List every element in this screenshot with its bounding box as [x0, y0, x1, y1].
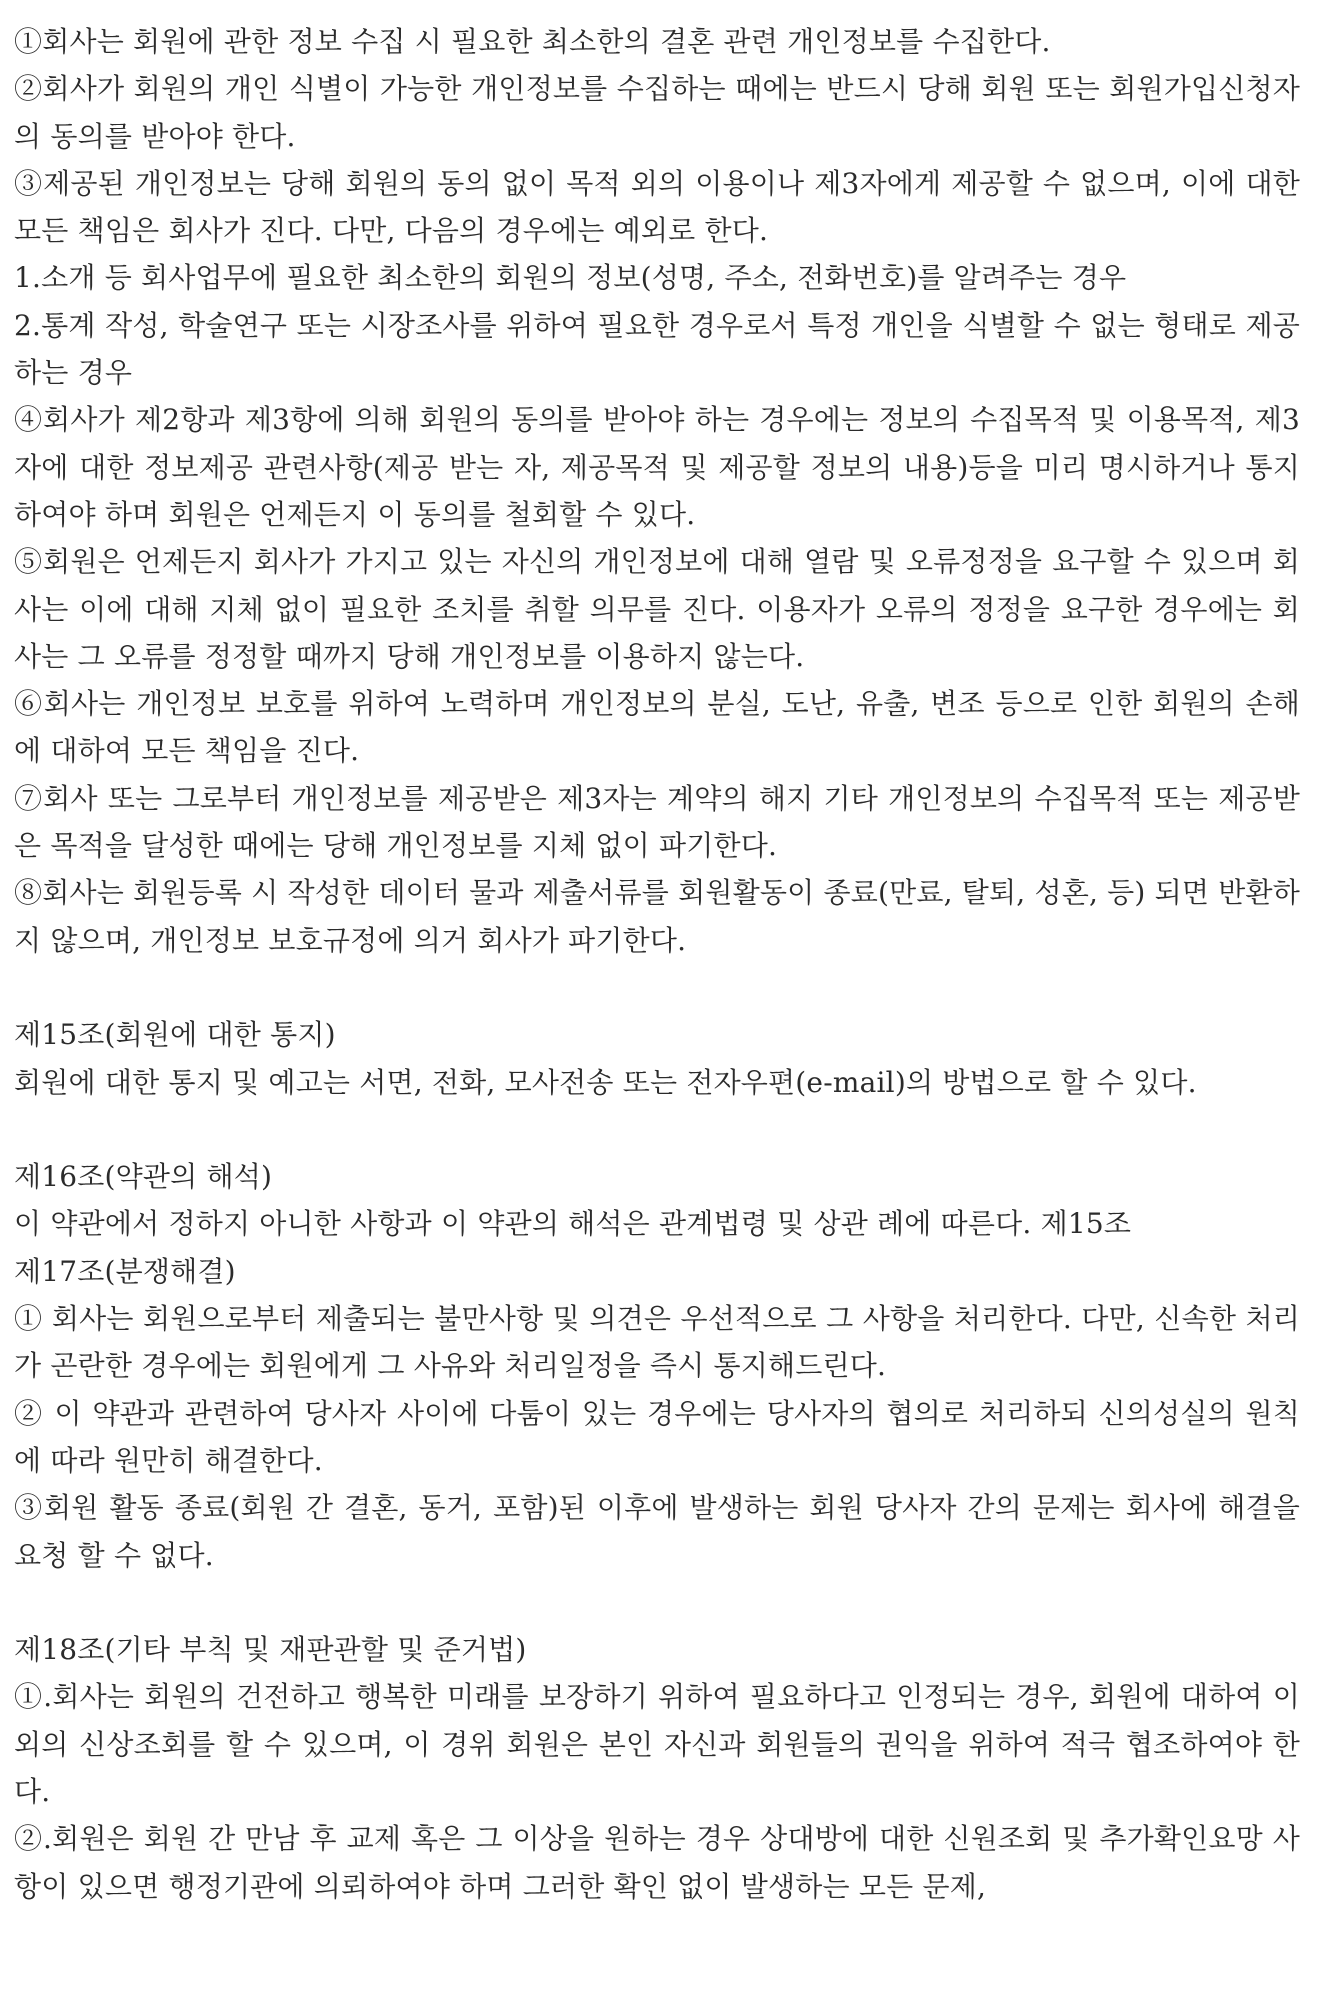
- section14-item-5: ⑤회원은 언제든지 회사가 가지고 있는 자신의 개인정보에 대해 열람 및 오류정정을 요구할 수 있으며 회사는 이에 대해 지체 없이 필요한 조치를 취할 의무를 진다. 이용자가 오류의 정정을 요구한 경우에는 회사는 그 오류를 정정할 때까지 당해 개인정보를 이용하지 않는다.: [14, 545, 1300, 673]
- section18-item-2: ②.회원은 회원 간 만남 후 교제 혹은 그 이상을 원하는 경우 상대방에 대한 신원조회 및 추가확인요망 사항이 있으면 행정기관에 의뢰하여야 하며 그러한 확인 없이 발생하는 모든 문제,: [14, 1822, 1300, 1903]
- section16-body: 이 약관에서 정하지 아니한 사항과 이 약관의 해석은 관계법령 및 상관 례에 따른다. 제15조: [14, 1207, 1132, 1241]
- section14-item-4: ④회사가 제2항과 제3항에 의해 회원의 동의를 받아야 하는 경우에는 정보의 수집목적 및 이용목적, 제3자에 대한 정보제공 관련사항(제공 받는 자, 제공목적 및 제공할 정보의 내용)등을 미리 명시하거나 통지하여야 하며 회원은 언제든지 이 동의를 철회할 수 있다.: [14, 403, 1300, 531]
- section14-item-7: ⑦회사 또는 그로부터 개인정보를 제공받은 제3자는 계약의 해지 기타 개인정보의 수집목적 또는 제공받은 목적을 달성한 때에는 당해 개인정보를 지체 없이 파기한다.: [14, 781, 1300, 863]
- section14-item-3: ③제공된 개인정보는 당해 회원의 동의 없이 목적 외의 이용이나 제3자에게 제공할 수 없으며, 이에 대한 모든 책임은 회사가 진다. 다만, 다음의 경우에는 예외로 한다.: [14, 166, 1300, 248]
- section15-body: 회원에 대한 통지 및 예고는 서면, 전화, 모사전송 또는 전자우편(e-mail)의 방법으로 할 수 있다.: [14, 1065, 1197, 1099]
- section14-item-6: ⑥회사는 개인정보 보호를 위하여 노력하며 개인정보의 분실, 도난, 유출, 변조 등으로 인한 회원의 손해에 대하여 모든 책임을 진다.: [14, 687, 1300, 768]
- section17-item-2: ② 이 약관과 관련하여 당사자 사이에 다툼이 있는 경우에는 당사자의 협의로 처리하되 신의성실의 원칙에 따라 원만히 해결한다.: [14, 1396, 1300, 1477]
- section17-item-1: ① 회사는 회원으로부터 제출되는 불만사항 및 의견은 우선적으로 그 사항을 처리한다. 다만, 신속한 처리가 곤란한 경우에는 회원에게 그 사유와 처리일정을 즉시 통지해드린다.: [14, 1302, 1300, 1383]
- section15-heading: 제15조(회원에 대한 통지): [14, 1018, 336, 1052]
- section18-heading: 제18조(기타 부칙 및 재판관할 및 준거법): [14, 1633, 527, 1667]
- section17-heading: 제17조(분쟁해결): [14, 1254, 236, 1288]
- section-spacer: [14, 1579, 1300, 1626]
- section-spacer: [14, 964, 1300, 1011]
- section14-subitem-2: 2.통계 작성, 학술연구 또는 시장조사를 위하여 필요한 경우로서 특정 개인을 식별할 수 없는 형태로 제공하는 경우: [14, 308, 1300, 390]
- section14-subitem-1: 1.소개 등 회사업무에 필요한 최소한의 회원의 정보(성명, 주소, 전화번호)를 알려주는 경우: [14, 261, 1127, 295]
- section16-heading: 제16조(약관의 해석): [14, 1160, 273, 1194]
- section14-item-1: ①회사는 회원에 관한 정보 수집 시 필요한 최소한의 결혼 관련 개인정보를 수집한다.: [14, 25, 1051, 58]
- terms-document: [14, 18, 1300, 1910]
- section18-item-1: ①.회사는 회원의 건전하고 행복한 미래를 보장하기 위하여 필요하다고 인정되는 경우, 회원에 대하여 이외의 신상조회를 할 수 있으며, 이 경위 회원은 본인 자신과 회원들의 권익을 위하여 적극 협조하여야 한다.: [14, 1680, 1300, 1808]
- section-spacer: [14, 1106, 1300, 1153]
- section14-item-8: ⑧회사는 회원등록 시 작성한 데이터 물과 제출서류를 회원활동이 종료(만료, 탈퇴, 성혼, 등) 되면 반환하지 않으며, 개인정보 보호규정에 의거 회사가 파기한다.: [14, 876, 1300, 957]
- section17-item-3: ③회원 활동 종료(회원 간 결혼, 동거, 포함)된 이후에 발생하는 회원 당사자 간의 문제는 회사에 해결을 요청 할 수 없다.: [14, 1491, 1300, 1572]
- section14-item-2: ②회사가 회원의 개인 식별이 가능한 개인정보를 수집하는 때에는 반드시 당해 회원 또는 회원가입신청자의 동의를 받아야 한다.: [14, 72, 1300, 153]
